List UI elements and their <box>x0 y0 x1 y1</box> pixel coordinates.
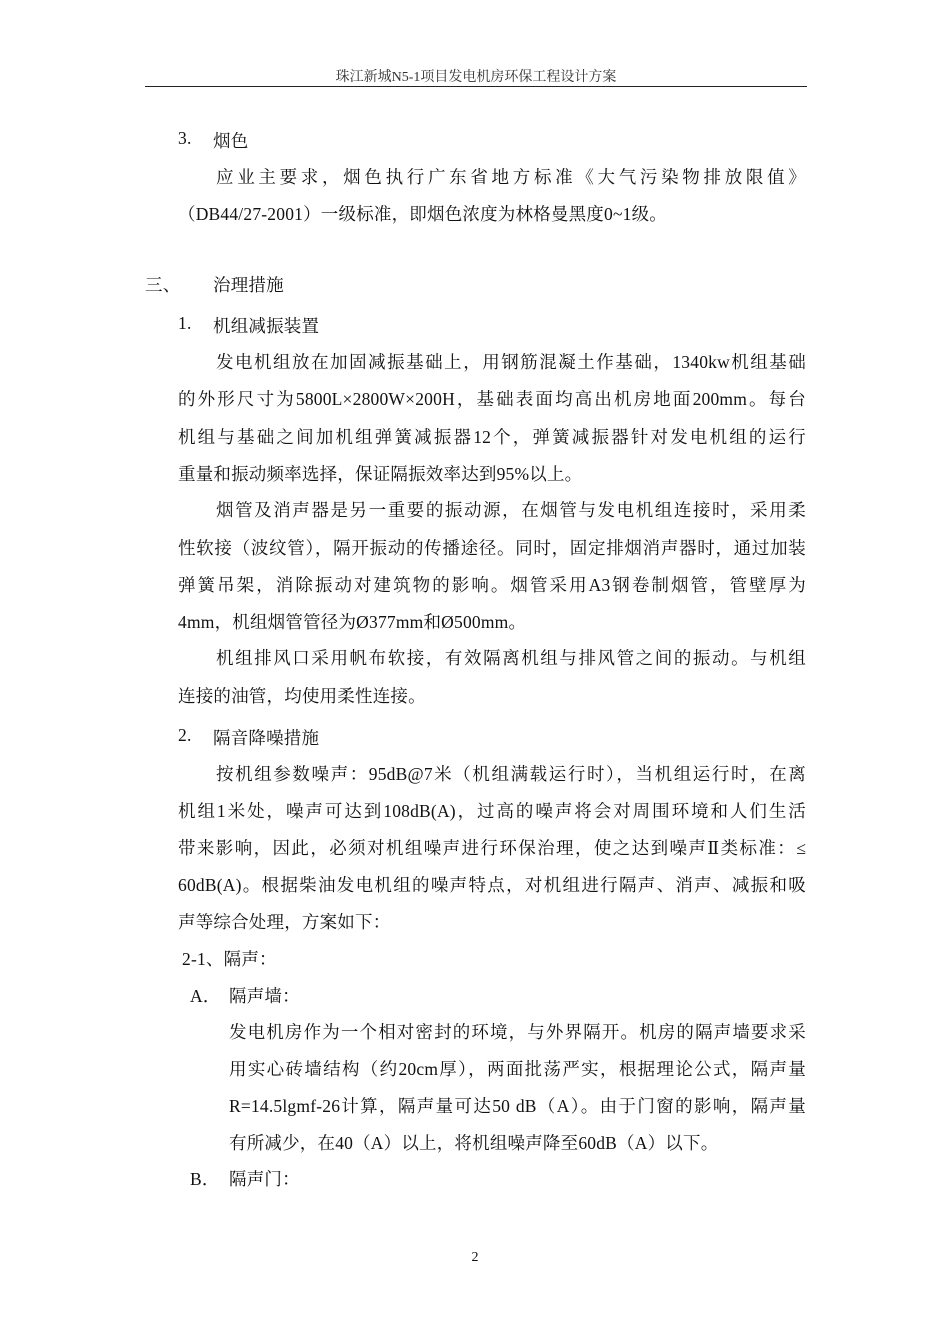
item2-title: 隔音降噪措施 <box>213 728 320 748</box>
item1-p1-line: 发电机组放在加固减振基础上，用钢筋混凝土作基础，1340kw机组基础 <box>216 352 806 372</box>
sub-a-line: 有所减少，在40（A）以上，将机组噪声降至60dB（A）以下。 <box>229 1133 719 1153</box>
item1-title: 机组减振装置 <box>213 316 320 336</box>
section-three-number: 三、 <box>145 275 181 295</box>
sub-a-title: 隔声墙： <box>229 986 300 1006</box>
item1-p1-line: 的外形尺寸为5800L×2800W×200H，基础表面均高出机房地面200mm。每台 <box>178 389 806 409</box>
sub-b-label: B． <box>190 1169 220 1189</box>
item1-p2-line: 4mm，机组烟管管径为Ø377mm和Ø500mm。 <box>178 612 527 632</box>
item1-number: 1. <box>178 313 192 333</box>
s3-number: 3. <box>178 128 192 148</box>
sub-a-line: 用实心砖墙结构（约20cm厚），两面批荡严实，根据理论公式，隔声量 <box>229 1059 806 1079</box>
item2-p1-line: 机组1米处，噪声可达到108dB(A)，过高的噪声将会对周围环境和人们生活 <box>178 801 806 821</box>
item2-p1-line: 按机组参数噪声：95dB@7米（机组满载运行时），当机组运行时，在离 <box>216 764 806 784</box>
item1-p1-line: 重量和振动频率选择，保证隔振效率达到95%以上。 <box>178 464 583 484</box>
s3-para-line-2: （DB44/27-2001）一级标准，即烟色浓度为林格曼黑度0~1级。 <box>178 204 667 224</box>
sub-a-line: 发电机房作为一个相对密封的环境，与外界隔开。机房的隔声墙要求采 <box>229 1022 806 1042</box>
sub-b-title: 隔声门： <box>229 1169 300 1189</box>
s3-para-line-1: 应业主要求，烟色执行广东省地方标准《大气污染物排放限值》 <box>216 167 806 187</box>
item2-p1-line: 声等综合处理，方案如下： <box>178 912 391 932</box>
sub-a-label: A． <box>190 986 221 1006</box>
page-number: 2 <box>471 1250 479 1265</box>
item1-p1-line: 机组与基础之间加机组弹簧减振器12个，弹簧减振器针对发电机组的运行 <box>178 427 806 447</box>
s3-title: 烟色 <box>213 131 249 151</box>
page-header: 珠江新城N5-1项目发电机房环保工程设计方案 <box>145 66 807 87</box>
item2-p1-line: 带来影响，因此，必须对机组噪声进行环保治理，使之达到噪声Ⅱ类标准：≤ <box>178 838 806 858</box>
sub-a-line: R=14.5lgmf-26计算，隔声量可达50 dB（A）。由于门窗的影响，隔声量 <box>229 1096 806 1116</box>
item1-p3-line: 机组排风口采用帆布软接，有效隔离机组与排风管之间的振动。与机组 <box>216 648 806 668</box>
item1-p2-line: 弹簧吊架，消除振动对建筑物的影响。烟管采用A3钢卷制烟管，管壁厚为 <box>178 575 806 595</box>
item1-p3-line: 连接的油管，均使用柔性连接。 <box>178 686 426 706</box>
item1-p2-line: 烟管及消声器是另一重要的振动源，在烟管与发电机组连接时，采用柔 <box>216 500 806 520</box>
section-three-title: 治理措施 <box>213 275 284 295</box>
item1-p2-line: 性软接（波纹管），隔开振动的传播途径。同时，固定排烟消声器时，通过加装 <box>178 538 806 558</box>
subsection-heading: 2-1、隔声： <box>182 949 277 969</box>
item2-number: 2. <box>178 725 192 745</box>
item2-p1-line: 60dB(A)。根据柴油发电机组的噪声特点，对机组进行隔声、消声、减振和吸 <box>178 875 806 895</box>
